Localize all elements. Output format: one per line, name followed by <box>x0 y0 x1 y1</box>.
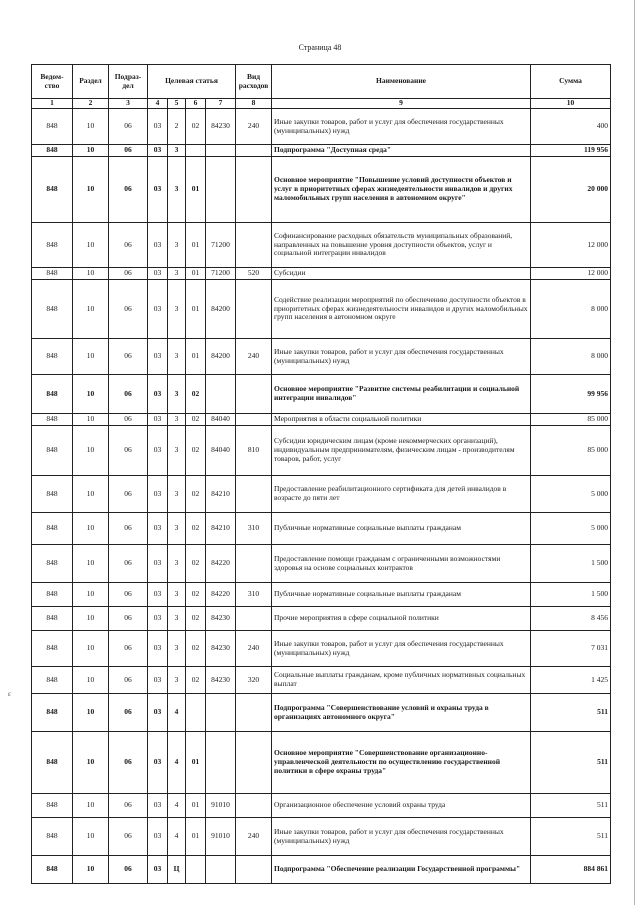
cell-expense-type <box>236 414 272 426</box>
cell-subprogram: 3 <box>168 426 186 476</box>
cell-amount: 1 425 <box>531 667 611 694</box>
cell-expense-type: 240 <box>236 631 272 667</box>
cell-amount: 511 <box>531 694 611 732</box>
cell-department: 848 <box>32 426 73 476</box>
cell-section: 10 <box>73 268 109 280</box>
cell-subprogram: 3 <box>168 375 186 414</box>
table-row <box>32 545 611 583</box>
cell-activity: 02 <box>186 631 206 667</box>
cell-section: 10 <box>73 145 109 157</box>
cell-subprogram: 3 <box>168 513 186 545</box>
cell-activity: 02 <box>186 667 206 694</box>
table-row <box>32 794 611 818</box>
cell-direction: 84040 <box>206 414 236 426</box>
cell-direction: 84230 <box>206 607 236 631</box>
cell-department: 848 <box>32 339 73 375</box>
cell-section: 10 <box>73 476 109 513</box>
col-index: 9 <box>272 99 531 109</box>
cell-subsection: 06 <box>109 268 148 280</box>
cell-direction: 84220 <box>206 583 236 607</box>
cell-subprogram: 3 <box>168 145 186 157</box>
cell-subsection: 06 <box>109 223 148 268</box>
cell-activity: 01 <box>186 794 206 818</box>
cell-subprogram: 4 <box>168 818 186 856</box>
table-row <box>32 145 611 157</box>
cell-subprogram: 3 <box>168 476 186 513</box>
cell-subsection: 06 <box>109 607 148 631</box>
cell-subsection: 06 <box>109 818 148 856</box>
cell-activity: 02 <box>186 513 206 545</box>
cell-activity: 02 <box>186 583 206 607</box>
cell-amount: 85 000 <box>531 426 611 476</box>
table-row <box>32 667 611 694</box>
table-row <box>32 223 611 268</box>
cell-expense-type: 240 <box>236 818 272 856</box>
cell-department: 848 <box>32 694 73 732</box>
cell-subprogram: 3 <box>168 339 186 375</box>
cell-activity: 01 <box>186 268 206 280</box>
cell-subprogram: 3 <box>168 607 186 631</box>
table-row <box>32 631 611 667</box>
cell-name: Публичные нормативные социальные выплаты гражданам <box>272 513 531 545</box>
cell-activity: 02 <box>186 109 206 145</box>
cell-subsection: 06 <box>109 414 148 426</box>
cell-direction <box>206 732 236 794</box>
cell-amount: 5 000 <box>531 513 611 545</box>
cell-name: Предоставление реабилитационного сертификата для детей инвалидов в возрасте до пяти лет <box>272 476 531 513</box>
cell-section: 10 <box>73 631 109 667</box>
cell-subsection: 06 <box>109 794 148 818</box>
cell-expense-type <box>236 607 272 631</box>
cell-section: 10 <box>73 794 109 818</box>
cell-section: 10 <box>73 694 109 732</box>
cell-subprogram: 3 <box>168 667 186 694</box>
cell-program: 03 <box>148 426 168 476</box>
cell-expense-type: 810 <box>236 426 272 476</box>
cell-amount: 884 861 <box>531 856 611 884</box>
cell-department: 848 <box>32 414 73 426</box>
cell-section: 10 <box>73 375 109 414</box>
col-index: 10 <box>531 99 611 109</box>
cell-subprogram: 2 <box>168 109 186 145</box>
cell-name: Иные закупки товаров, работ и услуг для обеспечения государственных (муниципальных) нужд <box>272 109 531 145</box>
cell-section: 10 <box>73 157 109 223</box>
cell-expense-type <box>236 794 272 818</box>
cell-direction: 91010 <box>206 818 236 856</box>
cell-name: Основное мероприятие "Совершенствование организационно-управленческой деятельности по осуществлению государственной политики в сфере охраны труда" <box>272 732 531 794</box>
cell-subsection: 06 <box>109 545 148 583</box>
cell-subsection: 06 <box>109 476 148 513</box>
cell-direction <box>206 694 236 732</box>
cell-program: 03 <box>148 375 168 414</box>
table-row <box>32 607 611 631</box>
cell-expense-type <box>236 375 272 414</box>
table-row <box>32 513 611 545</box>
cell-amount: 8 000 <box>531 280 611 339</box>
cell-section: 10 <box>73 280 109 339</box>
cell-activity: 01 <box>186 157 206 223</box>
cell-subsection: 06 <box>109 426 148 476</box>
cell-section: 10 <box>73 732 109 794</box>
cell-expense-type <box>236 280 272 339</box>
cell-section: 10 <box>73 607 109 631</box>
cell-subsection: 06 <box>109 631 148 667</box>
table-row <box>32 583 611 607</box>
column-index-row <box>32 99 611 109</box>
cell-subsection: 06 <box>109 513 148 545</box>
cell-expense-type: 310 <box>236 583 272 607</box>
col-index: 1 <box>32 99 73 109</box>
cell-name: Подпрограмма "Совершенствование условий и охраны труда в организациях автономного округа" <box>272 694 531 732</box>
col-index: 6 <box>186 99 206 109</box>
cell-section: 10 <box>73 545 109 583</box>
cell-activity <box>186 856 206 884</box>
cell-department: 848 <box>32 545 73 583</box>
cell-department: 848 <box>32 794 73 818</box>
cell-program: 03 <box>148 145 168 157</box>
cell-amount: 5 000 <box>531 476 611 513</box>
cell-expense-type <box>236 732 272 794</box>
cell-program: 03 <box>148 631 168 667</box>
cell-name: Содействие реализации мероприятий по обеспечению доступности объектов в приоритетных сферах жизнедеятельности инвалидов и других маломобильных групп населения в автономном округе <box>272 280 531 339</box>
cell-direction: 84210 <box>206 513 236 545</box>
cell-name: Основное мероприятие "Повышение условий доступности объектов и услуг в приоритетных сферах жизнедеятельности инвалидов и других маломобильных групп населения в автономном округе" <box>272 157 531 223</box>
table-row <box>32 476 611 513</box>
col-index: 3 <box>109 99 148 109</box>
cell-direction: 84200 <box>206 280 236 339</box>
cell-section: 10 <box>73 426 109 476</box>
header-row <box>32 65 611 99</box>
cell-activity <box>186 694 206 732</box>
table-row <box>32 109 611 145</box>
cell-amount: 20 000 <box>531 157 611 223</box>
cell-subprogram: 3 <box>168 631 186 667</box>
col-index: 7 <box>206 99 236 109</box>
cell-subsection: 06 <box>109 109 148 145</box>
cell-department: 848 <box>32 476 73 513</box>
header-department: Ведом-ство <box>32 65 73 99</box>
cell-name: Подпрограмма "Обеспечение реализации Государственной программы" <box>272 856 531 884</box>
cell-amount: 511 <box>531 794 611 818</box>
cell-name: Иные закупки товаров, работ и услуг для обеспечения государственных (муниципальных) нужд <box>272 631 531 667</box>
cell-subsection: 06 <box>109 583 148 607</box>
cell-direction: 91010 <box>206 794 236 818</box>
cell-subprogram: 4 <box>168 732 186 794</box>
cell-department: 848 <box>32 109 73 145</box>
cell-program: 03 <box>148 545 168 583</box>
col-index: 5 <box>168 99 186 109</box>
cell-subsection: 06 <box>109 667 148 694</box>
table-row <box>32 414 611 426</box>
cell-subprogram: 3 <box>168 545 186 583</box>
header-expense-type: Вид расходов <box>236 65 272 99</box>
cell-direction: 84220 <box>206 545 236 583</box>
cell-direction <box>206 375 236 414</box>
cell-name: Иные закупки товаров, работ и услуг для обеспечения государственных (муниципальных) нужд <box>272 339 531 375</box>
cell-activity: 01 <box>186 818 206 856</box>
cell-amount: 400 <box>531 109 611 145</box>
cell-name: Публичные нормативные социальные выплаты гражданам <box>272 583 531 607</box>
cell-direction: 84040 <box>206 426 236 476</box>
page-number: Страница 48 <box>298 43 342 52</box>
cell-direction <box>206 157 236 223</box>
cell-expense-type <box>236 856 272 884</box>
cell-activity: 02 <box>186 607 206 631</box>
cell-amount: 119 956 <box>531 145 611 157</box>
cell-name: Основное мероприятие "Развитие системы реабилитации и социальной интеграции инвалидов" <box>272 375 531 414</box>
cell-program: 03 <box>148 223 168 268</box>
cell-department: 848 <box>32 375 73 414</box>
cell-expense-type <box>236 223 272 268</box>
cell-program: 03 <box>148 476 168 513</box>
cell-expense-type: 240 <box>236 109 272 145</box>
cell-subprogram: 3 <box>168 268 186 280</box>
cell-subprogram: 3 <box>168 157 186 223</box>
margin-mark: ɛ <box>8 690 11 698</box>
cell-amount: 1 500 <box>531 583 611 607</box>
cell-amount: 12 000 <box>531 268 611 280</box>
cell-subsection: 06 <box>109 280 148 339</box>
cell-program: 03 <box>148 732 168 794</box>
cell-section: 10 <box>73 818 109 856</box>
cell-expense-type: 240 <box>236 339 272 375</box>
cell-activity: 02 <box>186 375 206 414</box>
cell-subsection: 06 <box>109 145 148 157</box>
cell-section: 10 <box>73 223 109 268</box>
cell-subsection: 06 <box>109 157 148 223</box>
cell-department: 848 <box>32 856 73 884</box>
cell-amount: 8 000 <box>531 339 611 375</box>
cell-subprogram: 4 <box>168 694 186 732</box>
header-amount: Сумма <box>531 65 611 99</box>
cell-activity: 02 <box>186 414 206 426</box>
cell-activity <box>186 145 206 157</box>
cell-department: 848 <box>32 667 73 694</box>
header-target-article: Целевая статья <box>148 65 236 99</box>
cell-program: 03 <box>148 157 168 223</box>
cell-program: 03 <box>148 667 168 694</box>
header-section: Раздел <box>73 65 109 99</box>
cell-name: Субсидии юридическим лицам (кроме некоммерческих организаций), индивидуальным предпринимателям, физическим лицам - производителям товаров, работ, услуг <box>272 426 531 476</box>
cell-program: 03 <box>148 109 168 145</box>
cell-name: Мероприятия в области социальной политики <box>272 414 531 426</box>
table-row <box>32 856 611 884</box>
cell-program: 03 <box>148 414 168 426</box>
cell-department: 848 <box>32 513 73 545</box>
cell-name: Предоставление помощи гражданам с ограниченными возможностями здоровья на основе социальных контрактов <box>272 545 531 583</box>
cell-direction: 71200 <box>206 223 236 268</box>
cell-department: 848 <box>32 157 73 223</box>
cell-subsection: 06 <box>109 339 148 375</box>
cell-amount: 511 <box>531 732 611 794</box>
col-index: 8 <box>236 99 272 109</box>
cell-direction: 84230 <box>206 631 236 667</box>
cell-direction: 84200 <box>206 339 236 375</box>
cell-expense-type <box>236 545 272 583</box>
cell-expense-type: 320 <box>236 667 272 694</box>
cell-section: 10 <box>73 339 109 375</box>
cell-program: 03 <box>148 513 168 545</box>
cell-name: Софинансирование расходных обязательств муниципальных образований, направленных на повышение уровня доступности объектов, услуг и социальной интеграции инвалидов <box>272 223 531 268</box>
cell-program: 03 <box>148 818 168 856</box>
cell-name: Иные закупки товаров, работ и услуг для обеспечения государственных (муниципальных) нужд <box>272 818 531 856</box>
cell-direction <box>206 856 236 884</box>
cell-subsection: 06 <box>109 375 148 414</box>
cell-section: 10 <box>73 667 109 694</box>
cell-program: 03 <box>148 607 168 631</box>
cell-department: 848 <box>32 583 73 607</box>
cell-section: 10 <box>73 414 109 426</box>
cell-amount: 1 500 <box>531 545 611 583</box>
table-row <box>32 375 611 414</box>
scan-edge-line <box>634 0 635 905</box>
cell-subsection: 06 <box>109 732 148 794</box>
cell-subprogram: Ц <box>168 856 186 884</box>
cell-direction: 71200 <box>206 268 236 280</box>
cell-amount: 99 956 <box>531 375 611 414</box>
cell-department: 848 <box>32 631 73 667</box>
cell-direction: 84210 <box>206 476 236 513</box>
cell-department: 848 <box>32 607 73 631</box>
cell-program: 03 <box>148 794 168 818</box>
cell-activity: 01 <box>186 732 206 794</box>
cell-department: 848 <box>32 280 73 339</box>
table-row <box>32 339 611 375</box>
cell-expense-type <box>236 145 272 157</box>
cell-name: Прочие мероприятия в сфере социальной политики <box>272 607 531 631</box>
table-row <box>32 694 611 732</box>
table-row <box>32 818 611 856</box>
cell-direction: 84230 <box>206 109 236 145</box>
cell-program: 03 <box>148 583 168 607</box>
budget-table <box>31 64 611 884</box>
cell-expense-type <box>236 694 272 732</box>
cell-amount: 511 <box>531 818 611 856</box>
cell-section: 10 <box>73 109 109 145</box>
cell-activity: 02 <box>186 426 206 476</box>
cell-direction <box>206 145 236 157</box>
cell-subsection: 06 <box>109 856 148 884</box>
cell-expense-type <box>236 476 272 513</box>
cell-program: 03 <box>148 268 168 280</box>
cell-section: 10 <box>73 513 109 545</box>
cell-amount: 8 456 <box>531 607 611 631</box>
cell-program: 03 <box>148 694 168 732</box>
cell-subprogram: 3 <box>168 583 186 607</box>
header-name: Наименование <box>272 65 531 99</box>
col-index: 2 <box>73 99 109 109</box>
cell-section: 10 <box>73 856 109 884</box>
cell-activity: 01 <box>186 339 206 375</box>
table-row <box>32 268 611 280</box>
cell-activity: 01 <box>186 280 206 339</box>
cell-department: 848 <box>32 268 73 280</box>
cell-expense-type: 520 <box>236 268 272 280</box>
table-row <box>32 426 611 476</box>
cell-subprogram: 3 <box>168 223 186 268</box>
cell-subprogram: 3 <box>168 280 186 339</box>
cell-name: Субсидии <box>272 268 531 280</box>
header-subsection: Подраз-дел <box>109 65 148 99</box>
cell-activity: 02 <box>186 545 206 583</box>
cell-expense-type <box>236 157 272 223</box>
col-index: 4 <box>148 99 168 109</box>
cell-amount: 7 031 <box>531 631 611 667</box>
table-row <box>32 157 611 223</box>
table-row <box>32 280 611 339</box>
table-row <box>32 732 611 794</box>
cell-program: 03 <box>148 280 168 339</box>
cell-subprogram: 3 <box>168 414 186 426</box>
cell-amount: 85 000 <box>531 414 611 426</box>
cell-program: 03 <box>148 856 168 884</box>
cell-department: 848 <box>32 145 73 157</box>
cell-expense-type: 310 <box>236 513 272 545</box>
cell-amount: 12 000 <box>531 223 611 268</box>
cell-section: 10 <box>73 583 109 607</box>
cell-name: Социальные выплаты гражданам, кроме публичных нормативных социальных выплат <box>272 667 531 694</box>
cell-direction: 84230 <box>206 667 236 694</box>
cell-activity: 02 <box>186 476 206 513</box>
cell-subprogram: 4 <box>168 794 186 818</box>
cell-department: 848 <box>32 223 73 268</box>
cell-subsection: 06 <box>109 694 148 732</box>
cell-name: Подпрограмма "Доступная среда" <box>272 145 531 157</box>
cell-department: 848 <box>32 818 73 856</box>
cell-activity: 01 <box>186 223 206 268</box>
cell-name: Организационное обеспечение условий охраны труда <box>272 794 531 818</box>
cell-department: 848 <box>32 732 73 794</box>
cell-program: 03 <box>148 339 168 375</box>
